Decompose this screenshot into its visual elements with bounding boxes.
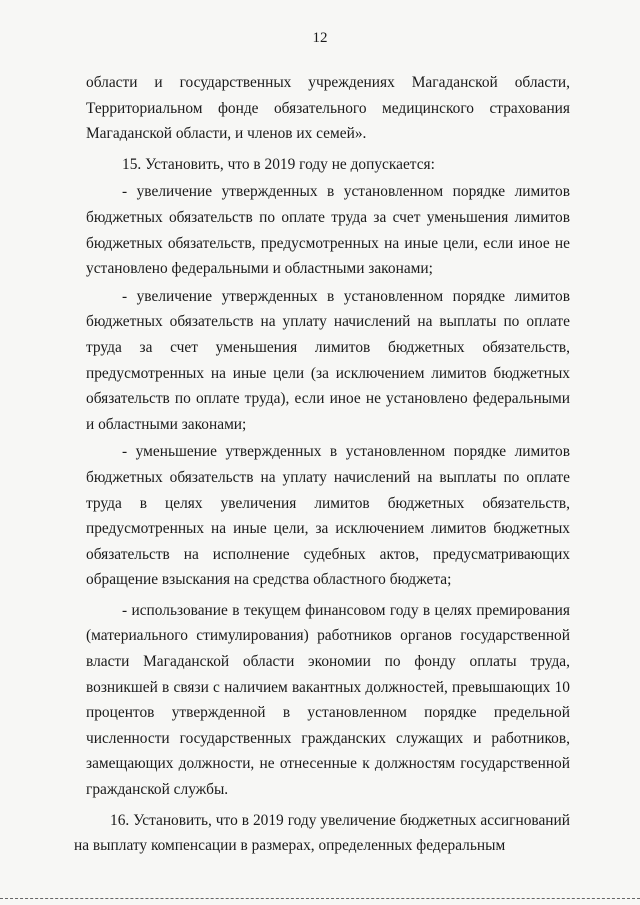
paragraph-15-item-3: - уменьшение утвержденных в установленном порядке лимитов бюджетных обязательств на уплату начислений на выплаты по оплате труда в целях увеличения лимитов бюджетных обязательств, предусмотренных на иные цели, за исключением лимитов бюджетных обязательств на исполнение судебных актов, предусматривающих обращение взыскания на средства областного бюджета; bbox=[86, 443, 570, 589]
page-number: 12 bbox=[312, 30, 328, 46]
paragraph-continuation: области и государственных учреждениях Магаданской области, Территориальном фонде обязательного медицинского страхования Магаданской области, и членов их семей». bbox=[86, 74, 570, 143]
paragraph-15-item-2: - увеличение утвержденных в установленном порядке лимитов бюджетных обязательств на уплату начислений на выплаты по оплате труда за счет уменьшения лимитов бюджетных обязательств, предусмотренных на иные цели (за исключением лимитов бюджетных обязательств по оплате труда), если иное не установлено федеральными и областными законами; bbox=[86, 287, 570, 433]
document-body bbox=[74, 70, 570, 859]
paragraph-15: 15. Установить, что в 2019 году не допускается: bbox=[122, 155, 435, 173]
paragraph-15-item-1: - увеличение утвержденных в установленном порядке лимитов бюджетных обязательств по оплате труда за счет уменьшения лимитов бюджетных обязательств, предусмотренных на иные цели, если иное не установлено федеральными и областными законами; bbox=[86, 183, 570, 278]
paragraph-15-item-4: - использование в текущем финансовом году в целях премирования (материального стимулирования) работников органов государственной власти Магаданской области экономии по фонду оплаты труда, возникшей в связи с наличием вакантных должностей, превышающих 10 процентов утвержденной в установленном порядке предельной численности государственных гражданских служащих и работников, замещающих должности, не отнесенные к должностям государственной гражданской службы. bbox=[86, 601, 570, 799]
paragraph-16: 16. Установить, что в 2019 году увеличение бюджетных ассигнований на выплату компенсации в размерах, определенных федеральным bbox=[74, 811, 570, 855]
page-bottom-rule bbox=[0, 898, 640, 899]
